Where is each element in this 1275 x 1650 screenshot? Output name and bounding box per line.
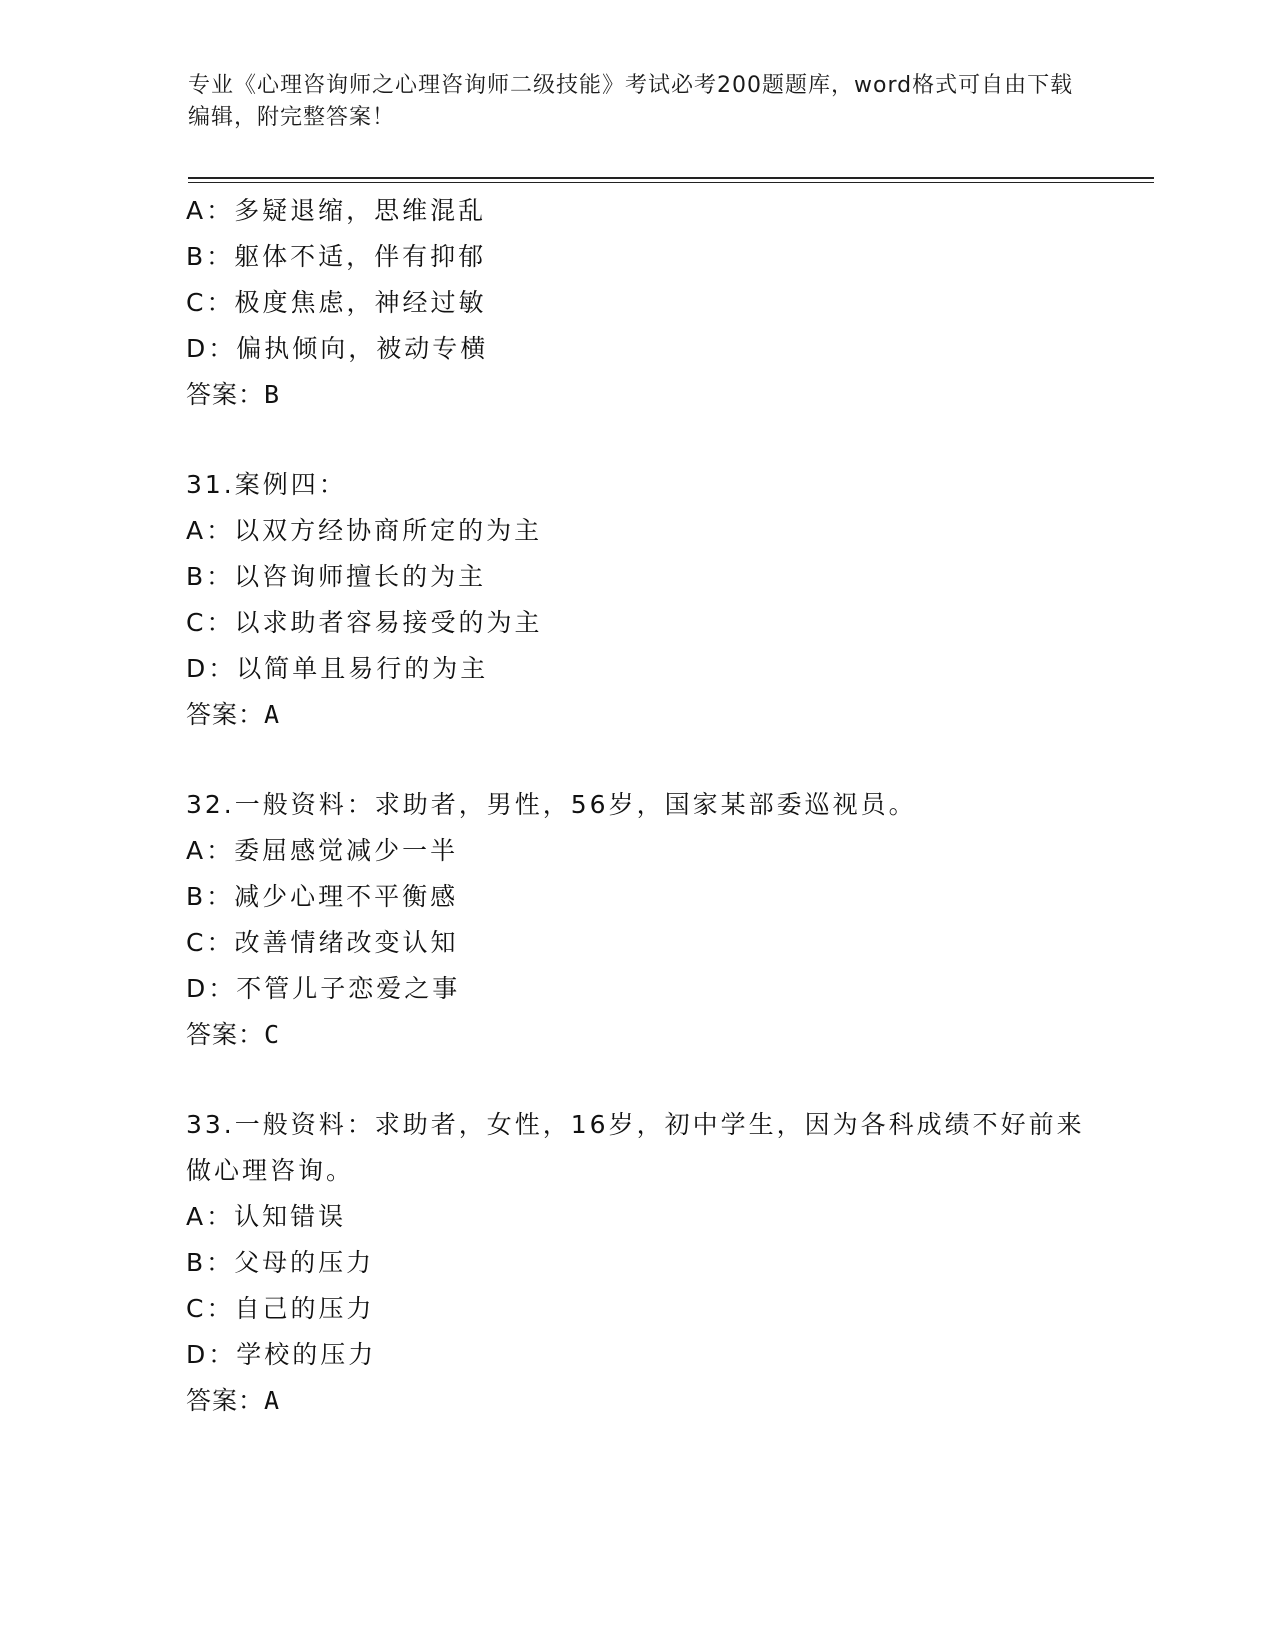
- option-d: D：学校的压力: [186, 1340, 377, 1369]
- answer-label: 答案：: [186, 1386, 265, 1415]
- option-b: B：父母的压力: [186, 1248, 375, 1277]
- answer-label: 答案：: [186, 700, 265, 729]
- question-title: 32.一般资料：求助者，男性，56岁，国家某部委巡视员。: [186, 790, 917, 819]
- question-title: 33.一般资料：求助者，女性，16岁，初中学生，因为各科成绩不好前来做心理咨询。: [186, 1110, 1085, 1185]
- answer-label: 答案：: [186, 380, 265, 409]
- option-c: C：自己的压力: [186, 1294, 375, 1323]
- answer-line: [186, 1012, 1186, 1058]
- question-block: [186, 462, 1186, 738]
- option-a: A：多疑退缩，思维混乱: [186, 196, 487, 225]
- answer-label: 答案：: [186, 1020, 265, 1049]
- answer-value: C: [264, 1020, 281, 1049]
- option-d: D：以简单且易行的为主: [186, 654, 489, 683]
- spacer: [186, 1058, 1186, 1102]
- option-c: C：改善情绪改变认知: [186, 928, 459, 957]
- header-rule-thin: [188, 182, 1154, 183]
- option-d: D：偏执倾向，被动专横: [186, 334, 489, 363]
- document-header: 专业《心理咨询师之心理咨询师二级技能》考试必考200题题库，word格式可自由下载编辑，附完整答案！: [188, 73, 1074, 130]
- answer-line: [186, 372, 1186, 418]
- answer-value: B: [264, 380, 281, 409]
- option-a: A：委屈感觉减少一半: [186, 836, 459, 865]
- header-rule-thick: [188, 177, 1154, 179]
- answer-line: [186, 1378, 1186, 1424]
- answer-value: A: [264, 1386, 281, 1415]
- spacer: [186, 418, 1186, 462]
- option-b: B：以咨询师擅长的为主: [186, 562, 487, 591]
- spacer: [186, 738, 1186, 782]
- option-a: A：以双方经协商所定的为主: [186, 516, 543, 545]
- option-d: D：不管儿子恋爱之事: [186, 974, 461, 1003]
- option-a: A：认知错误: [186, 1202, 347, 1231]
- option-b: B：躯体不适，伴有抑郁: [186, 242, 487, 271]
- answer-line: [186, 692, 1186, 738]
- question-title: 31.案例四：: [186, 470, 347, 499]
- question-block: [186, 188, 1186, 418]
- question-block: [186, 1102, 1186, 1424]
- option-c: C：极度焦虑，神经过敏: [186, 288, 487, 317]
- answer-value: A: [264, 700, 281, 729]
- question-block: [186, 782, 1186, 1058]
- option-b: B：减少心理不平衡感: [186, 882, 459, 911]
- option-c: C：以求助者容易接受的为主: [186, 608, 543, 637]
- question-list: [186, 188, 1186, 1424]
